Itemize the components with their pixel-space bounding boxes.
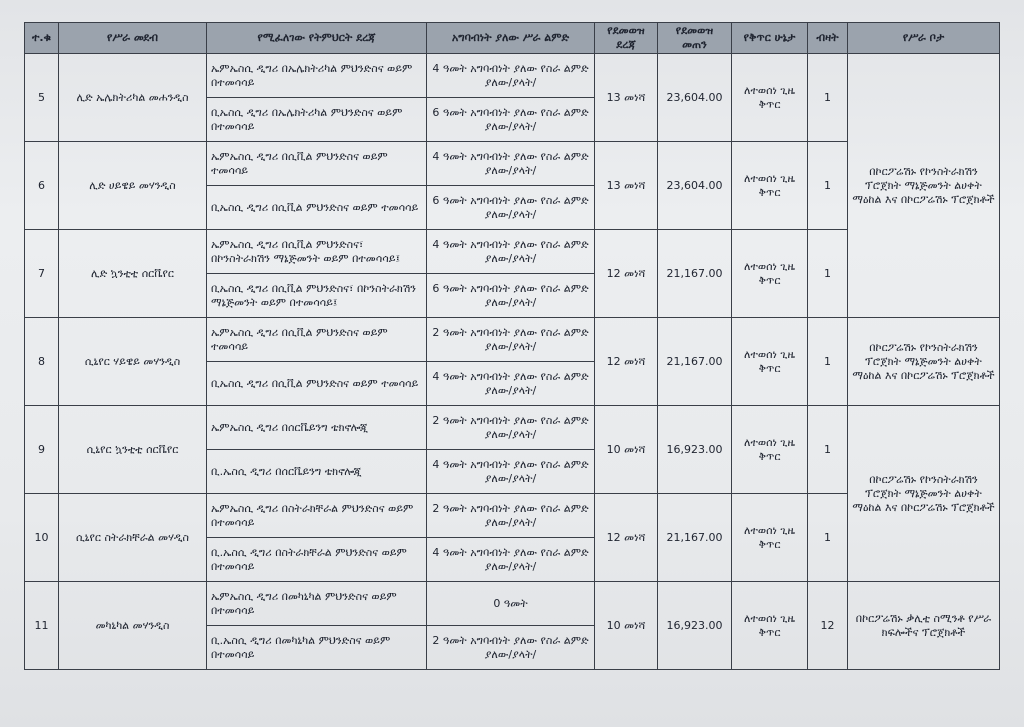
salary-amount: 16,923.00 bbox=[658, 406, 732, 494]
experience-requirement: 2 ዓመት አግባብነት ያለው የስራ ልምድ ያለው/ያላት/ bbox=[427, 626, 595, 670]
quantity: 12 bbox=[808, 582, 848, 670]
row-number: 7 bbox=[25, 230, 59, 318]
position-title: ሊድ ኤሌክትሪካል መሐንዲስ bbox=[59, 54, 207, 142]
employment-type: ለተወሰነ ጊዜ ቅጥር bbox=[732, 582, 808, 670]
table-row bbox=[25, 582, 1000, 626]
header-cell: ተ.ቁ bbox=[25, 23, 59, 54]
experience-requirement: 4 ዓመት አግባብነት ያለው የስራ ልምድ ያለው/ያላት/ bbox=[427, 362, 595, 406]
education-requirement: ቢኤስሲ ዲግሪ በኤሌክትሪካል ምህንድስና ወይም በተመሳሳይ bbox=[207, 98, 427, 142]
experience-requirement: 4 ዓመት አግባብነት ያለው የስራ ልምድ ያለው/ያላት/ bbox=[427, 230, 595, 274]
table-header-row bbox=[25, 23, 1000, 54]
position-title: ሊድ ኳንቲቲ ሰርቬየር bbox=[59, 230, 207, 318]
salary-grade: 12 መነሻ bbox=[595, 494, 658, 582]
education-requirement: ኤምኤስሲ ዲግሪ በሰርቬይንግ ቴክኖሎጂ bbox=[207, 406, 427, 450]
position-title: ሲኒየር ሃይዌይ መሃንዲስ bbox=[59, 318, 207, 406]
experience-requirement: 4 ዓመት አግባብነት ያለው የስራ ልምድ ያለው/ያላት/ bbox=[427, 54, 595, 98]
position-title: ሊድ ሀይዌይ መሃንዲስ bbox=[59, 142, 207, 230]
education-requirement: ቢ.ኤስሲ ዲግሪ በመካኒካል ምህንድስና ወይም በተመሳሳይ bbox=[207, 626, 427, 670]
education-requirement: ኤምኤስሲ ዲግሪ በሲቪል ምህንድስና ወይም ተመሳሳይ bbox=[207, 142, 427, 186]
row-number: 8 bbox=[25, 318, 59, 406]
experience-requirement: 4 ዓመት አግባብነት ያለው የስራ ልምድ ያለው/ያላት/ bbox=[427, 450, 595, 494]
salary-grade: 13 መነሻ bbox=[595, 54, 658, 142]
salary-amount: 21,167.00 bbox=[658, 318, 732, 406]
education-requirement: ቢ.ኤስሲ ዲግሪ በስትራክቸራል ምህንድስና ወይም በተመሳሳይ bbox=[207, 538, 427, 582]
salary-amount: 23,604.00 bbox=[658, 142, 732, 230]
row-number: 11 bbox=[25, 582, 59, 670]
quantity: 1 bbox=[808, 230, 848, 318]
quantity: 1 bbox=[808, 406, 848, 494]
quantity: 1 bbox=[808, 494, 848, 582]
header-cell: የቅጥር ሁኔታ bbox=[732, 23, 808, 54]
employment-type: ለተወሰነ ጊዜ ቅጥር bbox=[732, 494, 808, 582]
header-cell: የሚፈለገው የትምህርት ደረጃ bbox=[207, 23, 427, 54]
employment-type: ለተወሰነ ጊዜ ቅጥር bbox=[732, 54, 808, 142]
experience-requirement: 0 ዓመት bbox=[427, 582, 595, 626]
table-row bbox=[25, 406, 1000, 450]
salary-grade: 10 መነሻ bbox=[595, 406, 658, 494]
row-number: 5 bbox=[25, 54, 59, 142]
position-title: ሲኒየር ኳንቲቲ ሰርቬየር bbox=[59, 406, 207, 494]
salary-grade: 12 መነሻ bbox=[595, 230, 658, 318]
salary-amount: 23,604.00 bbox=[658, 54, 732, 142]
education-requirement: ኤምኤስሲ ዲግሪ በመካኒካል ምህንድስና ወይም በተመሳሳይ bbox=[207, 582, 427, 626]
salary-amount: 16,923.00 bbox=[658, 582, 732, 670]
quantity: 1 bbox=[808, 318, 848, 406]
row-number: 6 bbox=[25, 142, 59, 230]
experience-requirement: 4 ዓመት አግባብነት ያለው የስራ ልምድ ያለው/ያላት/ bbox=[427, 142, 595, 186]
education-requirement: ኤምኤስሲ ዲግሪ በሲቪል ምህንድስና፣ በኮንስትራክሽን ማኔጅመንት ወይም በተመሳሳይ፤ bbox=[207, 230, 427, 274]
employment-type: ለተወሰነ ጊዜ ቅጥር bbox=[732, 142, 808, 230]
experience-requirement: 2 ዓመት አግባብነት ያለው የስራ ልምድ ያለው/ያላት/ bbox=[427, 494, 595, 538]
job-vacancy-table bbox=[24, 22, 1000, 670]
row-number: 9 bbox=[25, 406, 59, 494]
header-cell: የሥራ መደብ bbox=[59, 23, 207, 54]
work-location: በኮርፖሬሽኑ የኮንስትራክሽን ፕሮጀክት ማኔጅመንት ልሀቀት ማዕከል እና በኮርፖሬሽኑ ፕሮጀክቶች bbox=[848, 318, 1000, 406]
row-number: 10 bbox=[25, 494, 59, 582]
education-requirement: ቢኤስሲ ዲግሪ በሲቪል ምህንድስና፣ በኮንስትራክሽን ማኔጅመንት ወይም በተመሳሳይ፤ bbox=[207, 274, 427, 318]
position-title: ሲኒየር ስትራክቸራል መሃዲስ bbox=[59, 494, 207, 582]
experience-requirement: 6 ዓመት አግባብነት ያለው የስራ ልምድ ያለው/ያላት/ bbox=[427, 186, 595, 230]
header-cell: ብዛት bbox=[808, 23, 848, 54]
experience-requirement: 4 ዓመት አግባብነት ያለው የስራ ልምድ ያለው/ያላት/ bbox=[427, 538, 595, 582]
education-requirement: ኤምኤስሲ ዲግሪ በኤሌክትሪካል ምህንድስና ወይም በተመሳሳይ bbox=[207, 54, 427, 98]
education-requirement: ኤምኤስሲ ዲግሪ በስትራክቸራል ምህንድስና ወይም በተመሳሳይ bbox=[207, 494, 427, 538]
experience-requirement: 2 ዓመት አግባብነት ያለው የስራ ልምድ ያለው/ያላት/ bbox=[427, 318, 595, 362]
table-row bbox=[25, 318, 1000, 362]
education-requirement: ቢኤስሲ ዲግሪ በሲቪል ምህንድስና ወይም ተመሳሳይ bbox=[207, 186, 427, 230]
employment-type: ለተወሰነ ጊዜ ቅጥር bbox=[732, 230, 808, 318]
work-location: በኮርፖሬሽኑ የኮንስትራክሽን ፕሮጀክት ማኔጅመንት ልሀቀት ማዕከል እና በኮርፖሬሽኑ ፕሮጀክቶች bbox=[848, 54, 1000, 318]
quantity: 1 bbox=[808, 142, 848, 230]
work-location: በኮርፖሬሽኑ የኮንስትራክሽን ፕሮጀክት ማኔጅመንት ልሀቀት ማዕከል እና በኮርፖሬሽኑ ፕሮጀክቶች bbox=[848, 406, 1000, 582]
experience-requirement: 2 ዓመት አግባብነት ያለው የስራ ልምድ ያለው/ያላት/ bbox=[427, 406, 595, 450]
salary-grade: 13 መነሻ bbox=[595, 142, 658, 230]
quantity: 1 bbox=[808, 54, 848, 142]
salary-amount: 21,167.00 bbox=[658, 494, 732, 582]
salary-amount: 21,167.00 bbox=[658, 230, 732, 318]
salary-grade: 10 መነሻ bbox=[595, 582, 658, 670]
header-cell: የሥራ ቦታ bbox=[848, 23, 1000, 54]
work-location: በኮርፖሬሽኑ ቃሊቲ ስሚንቶ የሥራ ክፍሎችና ፕሮጀክቶች bbox=[848, 582, 1000, 670]
header-cell: የደመወዝ መጠን bbox=[658, 23, 732, 54]
employment-type: ለተወሰነ ጊዜ ቅጥር bbox=[732, 406, 808, 494]
education-requirement: ኤምኤስሲ ዲግሪ በሲቪል ምህንድስና ወይም ተመሳሳይ bbox=[207, 318, 427, 362]
education-requirement: ቢኤስሲ ዲግሪ በሲቪል ምህንድስና ወይም ተመሳሳይ bbox=[207, 362, 427, 406]
education-requirement: ቢ.ኤስሲ ዲግሪ በሰርቬይንግ ቴክኖሎጂ bbox=[207, 450, 427, 494]
table-row bbox=[25, 54, 1000, 98]
header-cell: የደመወዝ ደረጃ bbox=[595, 23, 658, 54]
experience-requirement: 6 ዓመት አግባብነት ያለው የስራ ልምድ ያለው/ያላት/ bbox=[427, 98, 595, 142]
position-title: መካኒካል መሃንዲስ bbox=[59, 582, 207, 670]
experience-requirement: 6 ዓመት አግባብነት ያለው የስራ ልምድ ያለው/ያላት/ bbox=[427, 274, 595, 318]
header-cell: አግባብነት ያለው ሥራ ልምድ bbox=[427, 23, 595, 54]
salary-grade: 12 መነሻ bbox=[595, 318, 658, 406]
employment-type: ለተወሰነ ጊዜ ቅጥር bbox=[732, 318, 808, 406]
